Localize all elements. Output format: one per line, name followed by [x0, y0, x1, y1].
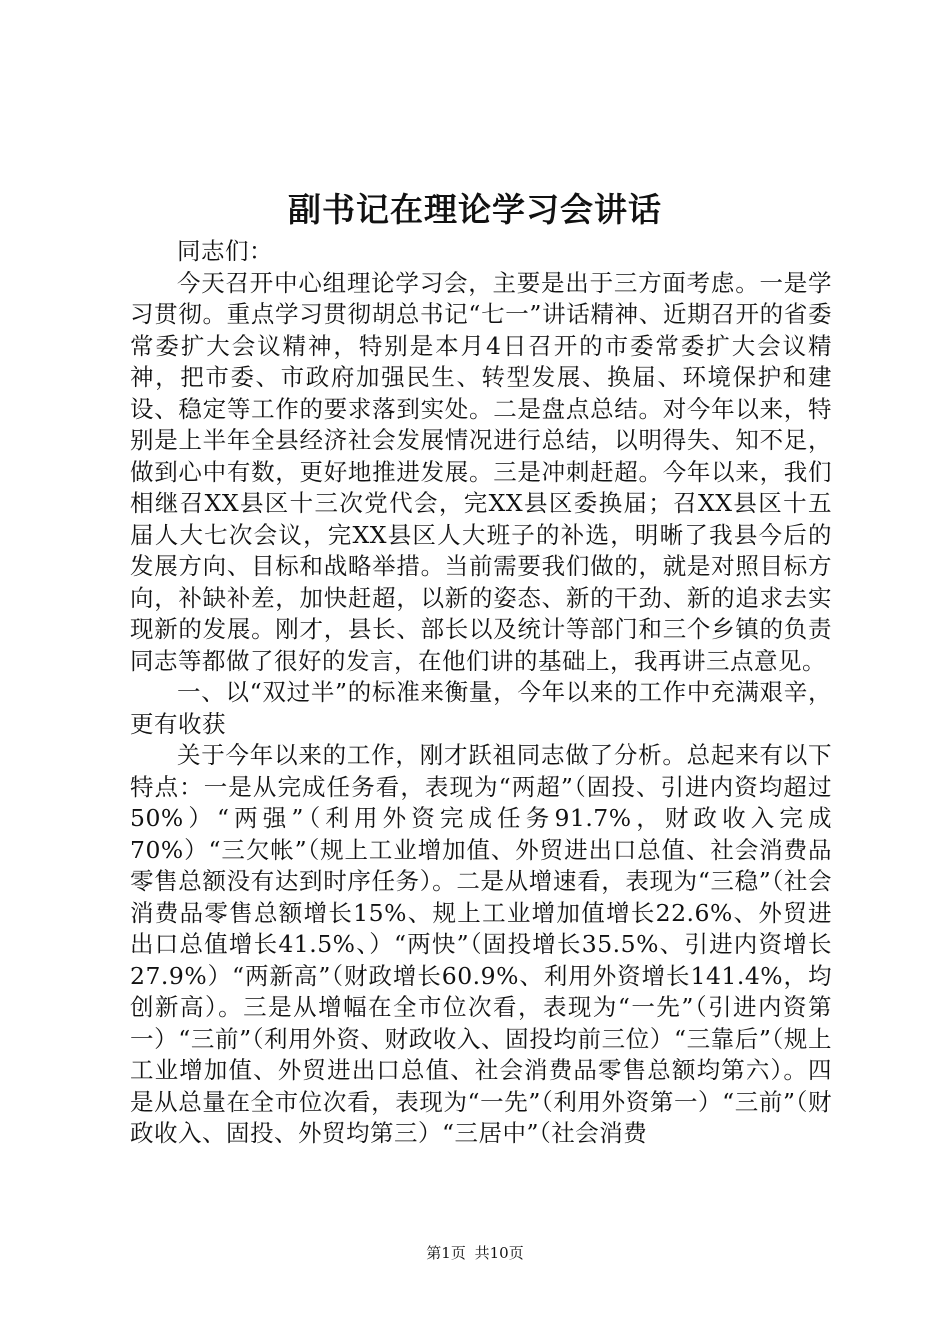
section-heading-one: 一、以“双过半”的标准来衡量，今年以来的工作中充满艰辛，更有收获 — [130, 678, 832, 738]
page-total: 共10页 — [474, 1244, 524, 1262]
body-paragraph-analysis: 关于今年以来的工作，刚才跃祖同志做了分析。总起来有以下特点：一是从完成任务看，表现为“两超”（固投、引进内资均超过50%）“两强”（利用外资完成任务91.7%，财政收入完成70%）“三欠帐”（规上工业增加值、外贸进出口总值、社会消费品零售总额没有达到时序任务）。二是从增速看，表现为“三稳”（社会消费品零售总额增长15%、规上工业增加值增长22.6%、外贸进出口总值增长41.5%、）“两快”（固投增长35.5%、引进内资增长27.9%）“两新高”（财政增长60.9%、利用外资增长141.4%，均创新高）。三是从增幅在全市位次看，表现为“一先”（引进内资第一）“三前”（利用外资、财政收入、固投均前三位）“三靠后”（规上工业增加值、外贸进出口总值、社会消费品零售总额均第六）。四是从总量在全市位次看，表现为“一先”（利用外资第一）“三前”（财政收入、固投、外贸均第三）“三居中”（社会消费 — [130, 741, 832, 1147]
document-title: 副书记在理论学习会讲话 — [288, 190, 662, 229]
page-footer — [0, 1243, 950, 1263]
page-number: 第1页 — [426, 1244, 466, 1262]
salutation-paragraph: 同志们： — [177, 237, 273, 265]
body-paragraph-intro: 今天召开中心组理论学习会，主要是出于三方面考虑。一是学习贯彻。重点学习贯彻胡总书记“七一”讲话精神、近期召开的省委常委扩大会议精神，特别是本月4日召开的市委常委扩大会议精神，把市委、市政府加强民生、转型发展、换届、环境保护和建设、稳定等工作的要求落到实处。二是盘点总结。对今年以来，特别是上半年全县经济社会发展情况进行总结，以明得失、知不足，做到心中有数，更好地推进发展。三是冲刺赶超。今年以来，我们相继召XX县区十三次党代会，完XX县区委换届；召XX县区十五届人大七次会议，完XX县区人大班子的补选，明晰了我县今后的发展方向、目标和战略举措。当前需要我们做的，就是对照目标方向，补缺补差，加快赶超，以新的姿态、新的干劲、新的追求去实现新的发展。刚才，县长、部长以及统计等部门和三个乡镇的负责同志等都做了很好的发言，在他们讲的基础上，我再讲三点意见。 — [130, 268, 832, 675]
document-body — [130, 236, 832, 1150]
